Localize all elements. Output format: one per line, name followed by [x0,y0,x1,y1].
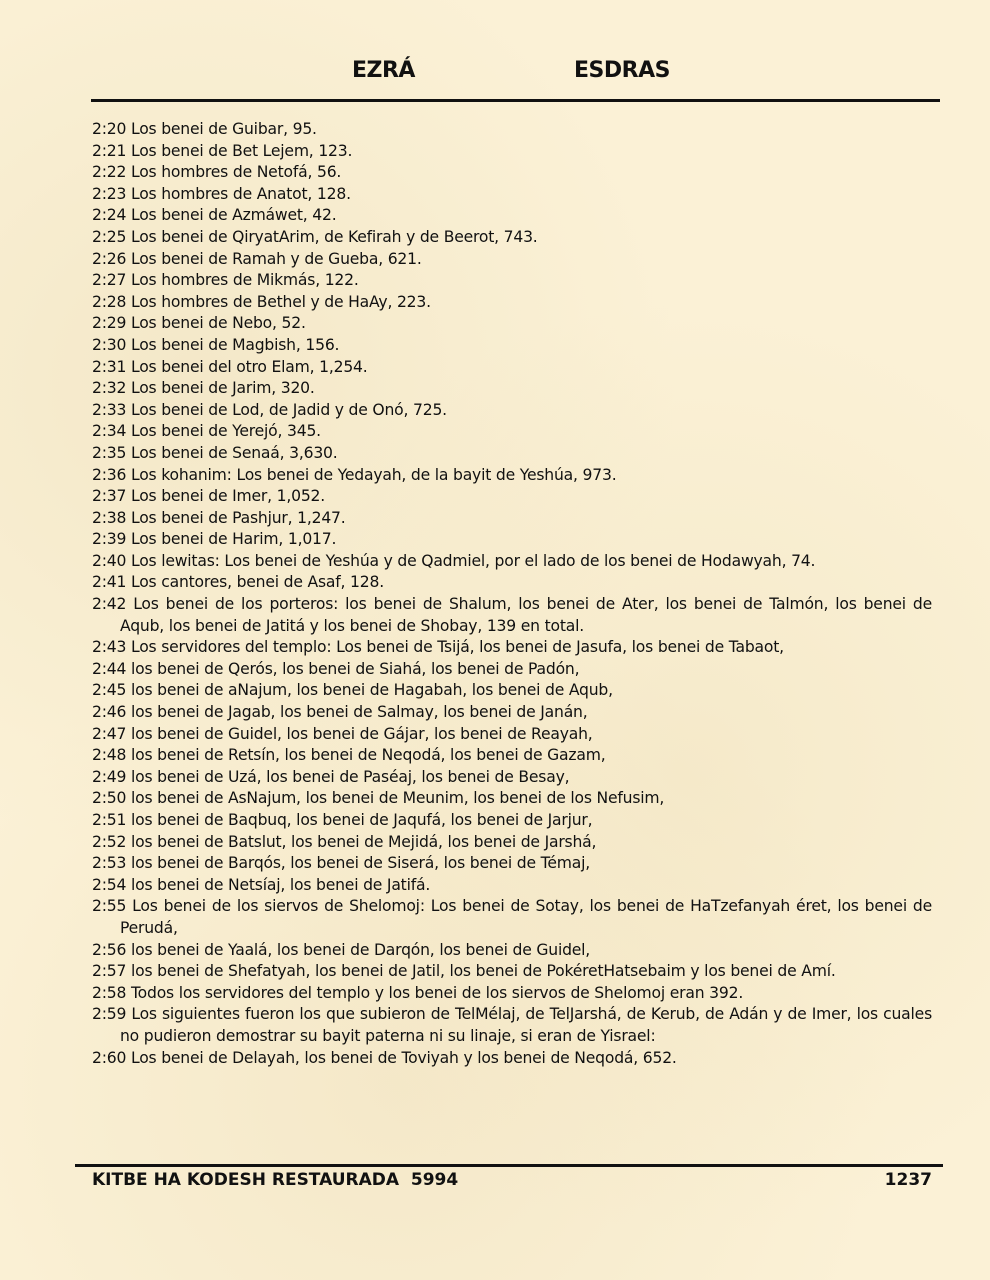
verse: 2:44 los benei de Qerós, los benei de Siahá, los benei de Padón, [92,659,580,678]
page-footer [92,1170,932,1190]
verse: 2:34 Los benei de Yerejó, 345. [92,422,321,441]
verse: 2:38 Los benei de Pashjur, 1,247. [92,508,346,527]
verse: 2:32 Los benei de Jarim, 320. [92,379,315,398]
verse: 2:59 Los siguientes fueron los que subieron de TelMélaj, de TelJarshá, de Kerub, de Adán y de Imer, los cuales no pudieron demostrar su bayit paterna ni su linaje, si eran de Yisrael: [92,1005,932,1045]
verse: 2:42 Los benei de los porteros: los benei de Shalum, los benei de Ater, los benei de Talmón, los benei de Aqub, los benei de Jatitá y los benei de Shobay, 139 en total. [92,595,932,635]
verse: 2:28 Los hombres de Bethel y de HaAy, 223. [92,292,431,311]
verse: 2:56 los benei de Yaalá, los benei de Darqón, los benei de Guidel, [92,940,591,959]
verse: 2:29 Los benei de Nebo, 52. [92,314,306,333]
verse: 2:54 los benei de Netsíaj, los benei de Jatifá. [92,875,431,894]
verse-list [92,119,932,1069]
verse: 2:49 los benei de Uzá, los benei de Paséaj, los benei de Besay, [92,767,570,786]
verse: 2:39 Los benei de Harim, 1,017. [92,530,337,549]
verse: 2:20 Los benei de Guibar, 95. [92,120,317,138]
verse: 2:50 los benei de AsNajum, los benei de Meunim, los benei de los Nefusim, [92,789,665,808]
verse: 2:43 Los servidores del templo: Los benei de Tsijá, los benei de Jasufa, los benei de Tabaot, [92,638,784,657]
verse: 2:23 Los hombres de Anatot, 128. [92,184,351,203]
verse: 2:31 Los benei del otro Elam, 1,254. [92,357,368,376]
page-header [0,58,990,90]
verse: 2:35 Los benei de Senaá, 3,630. [92,443,338,462]
verse: 2:41 Los cantores, benei de Asaf, 128. [92,573,384,592]
verse: 2:46 los benei de Jagab, los benei de Salmay, los benei de Janán, [92,703,588,722]
footer-divider [75,1164,943,1167]
verse: 2:45 los benei de aNajum, los benei de Hagabah, los benei de Aqub, [92,681,613,700]
verse: 2:22 Los hombres de Netofá, 56. [92,163,342,182]
footer-book-title: KITBE HA KODESH RESTAURADA 5994 [92,1170,459,1190]
verse: 2:53 los benei de Barqós, los benei de Siserá, los benei de Témaj, [92,854,590,873]
verse: 2:58 Todos los servidores del templo y los benei de los siervos de Shelomoj eran 392. [92,983,744,1002]
header-title-spanish: ESDRAS [574,58,670,83]
verse: 2:37 Los benei de Imer, 1,052. [92,487,326,506]
verse: 2:25 Los benei de QiryatArim, de Kefirah y de Beerot, 743. [92,227,538,246]
verse: 2:21 Los benei de Bet Lejem, 123. [92,141,353,160]
verse: 2:27 Los hombres de Mikmás, 122. [92,271,359,290]
verse: 2:52 los benei de Batslut, los benei de Mejidá, los benei de Jarshá, [92,832,597,851]
verse: 2:40 Los lewitas: Los benei de Yeshúa y de Qadmiel, por el lado de los benei de Hodawyah, 74. [92,551,816,570]
verse: 2:60 Los benei de Delayah, los benei de Toviyah y los benei de Neqodá, 652. [92,1048,677,1067]
verse: 2:47 los benei de Guidel, los benei de Gájar, los benei de Reayah, [92,724,593,743]
verse: 2:51 los benei de Baqbuq, los benei de Jaqufá, los benei de Jarjur, [92,811,593,829]
verse: 2:33 Los benei de Lod, de Jadid y de Onó, 725. [92,400,447,419]
verse: 2:48 los benei de Retsín, los benei de Neqodá, los benei de Gazam, [92,746,606,765]
verse: 2:55 Los benei de los siervos de Shelomoj: Los benei de Sotay, los benei de HaTzefanyah éret, los benei de Perudá, [92,897,932,937]
verse: 2:30 Los benei de Magbish, 156. [92,335,340,354]
verse: 2:24 Los benei de Azmáwet, 42. [92,206,337,225]
verse: 2:57 los benei de Shefatyah, los benei de Jatil, los benei de PokéretHatsebaim y los benei de Amí. [92,962,836,981]
verse: 2:36 Los kohanim: Los benei de Yedayah, de la bayit de Yeshúa, 973. [92,465,617,484]
verse: 2:26 Los benei de Ramah y de Gueba, 621. [92,249,422,268]
header-divider [91,99,940,102]
page-number: 1237 [884,1170,932,1190]
header-title-hebrew: EZRÁ [352,58,415,83]
